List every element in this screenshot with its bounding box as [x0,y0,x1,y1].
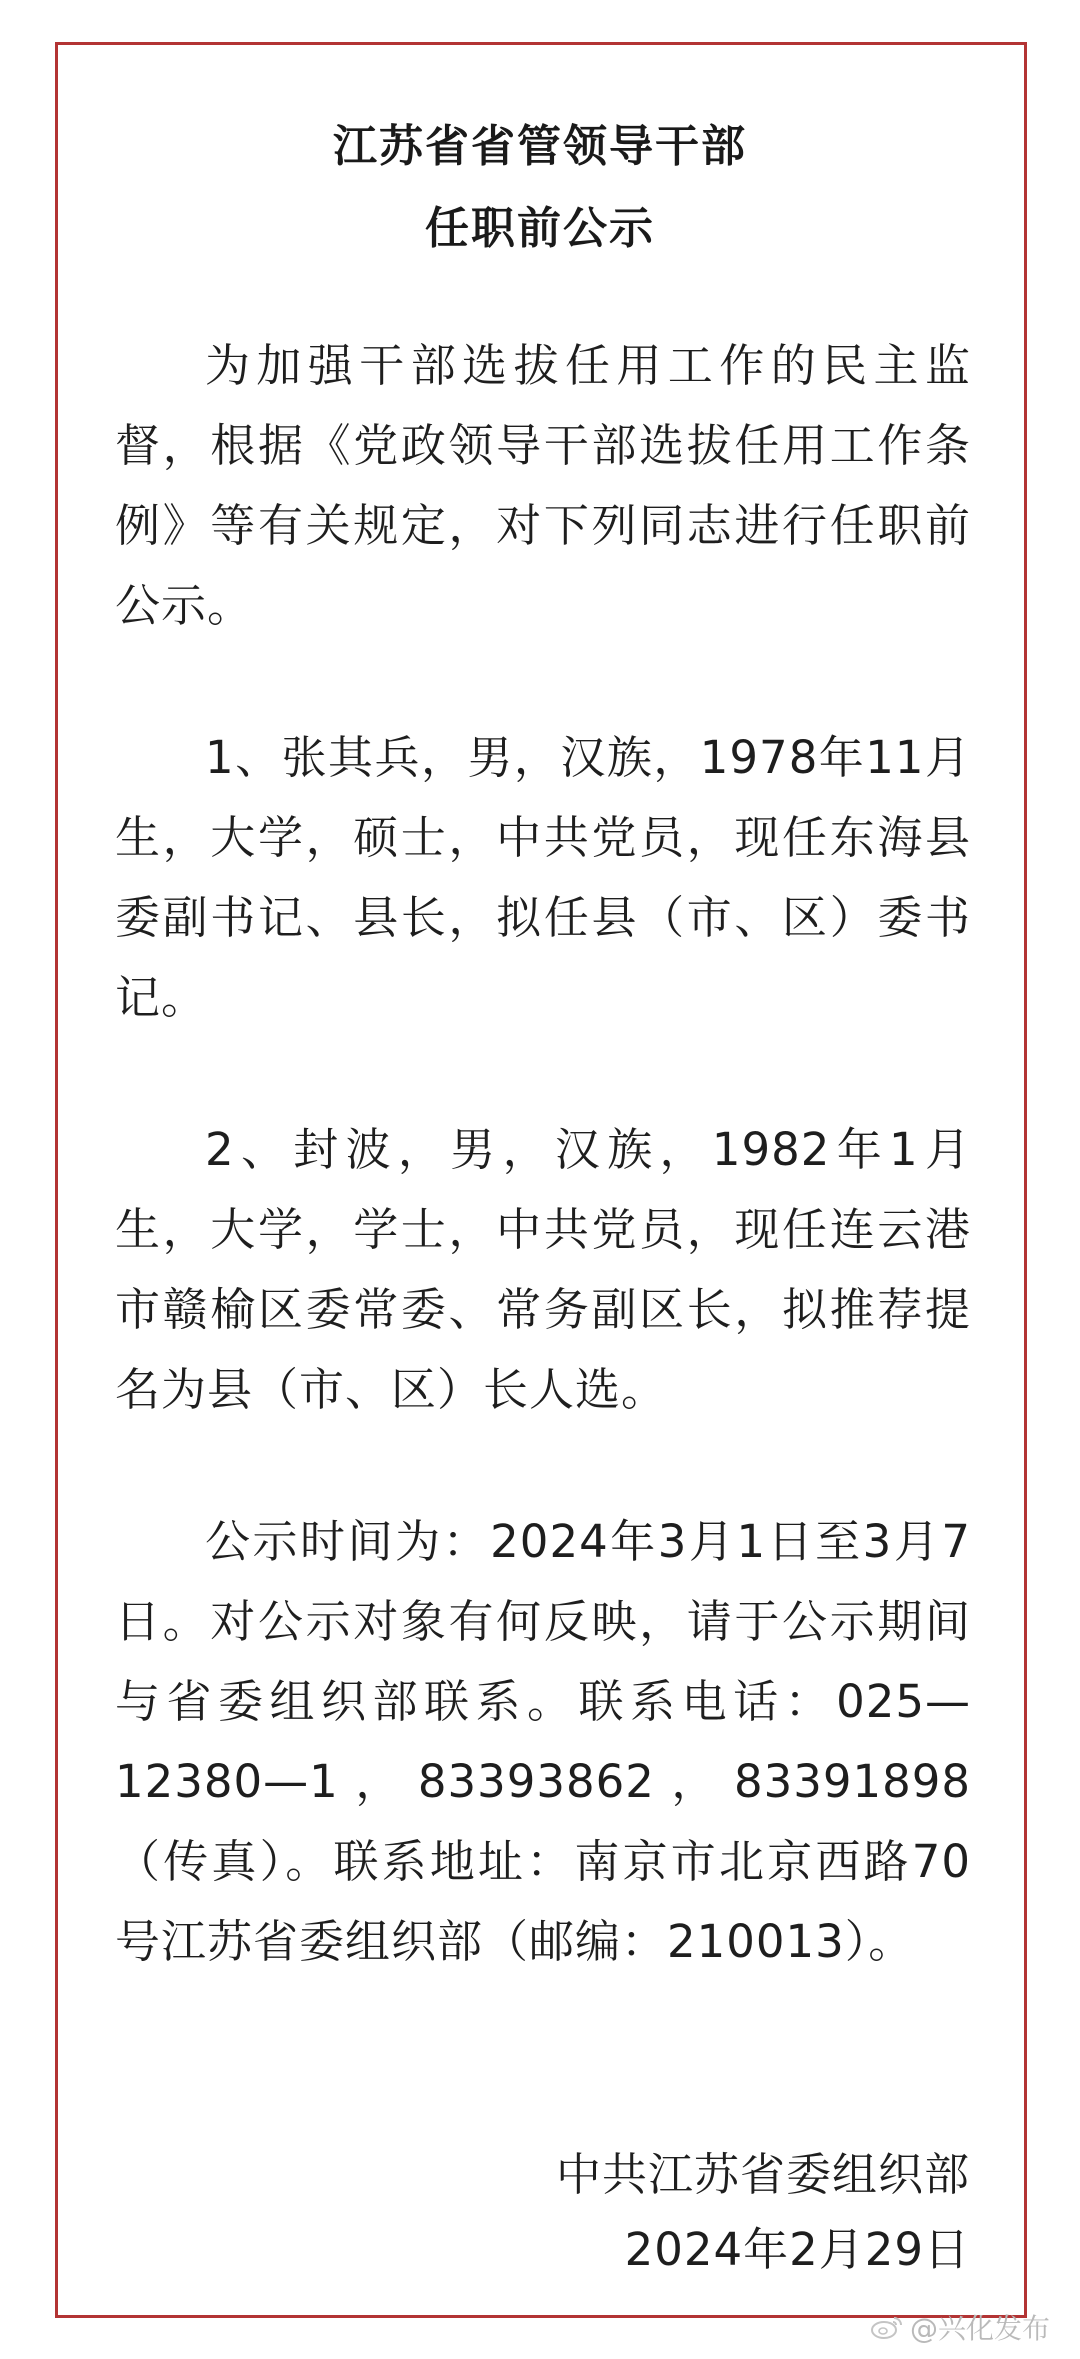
candidate-1-paragraph: 1、张其兵，男，汉族，1978年11月生，大学，硕士，中共党员，现任东海县委副书记、县长，拟任县（市、区）委书记。 [115,731,971,1024]
document-title-line-1: 江苏省省管领导干部 [333,121,747,172]
document-title-line-2: 任职前公示 [425,203,655,254]
watermark-text: @兴化发布 [909,2312,1050,2345]
notice-contact-paragraph: 公示时间为：2024年3月1日至3月7日。对公示对象有何反映，请于公示期间与省委组织部联系。联系电话：025—12380—1，83393862，83391898（传真）。联系地址：南京市北京西路70号江苏省委组织部（邮编：210013）。 [115,1515,971,1968]
intro-paragraph: 为加强干部选拔任用工作的民主监督，根据《党政领导干部选拔任用工作条例》等有关规定，对下列同志进行任职前公示。 [115,339,971,632]
signature-date: 2024年2月29日 [624,2223,970,2276]
watermark [870,2307,1050,2347]
weibo-icon [870,2314,904,2340]
candidate-2-paragraph: 2、封波，男，汉族，1982年1月生，大学，学士，中共党员，现任连云港市赣榆区委常委、常务副区长，拟推荐提名为县（市、区）长人选。 [115,1123,971,1416]
signature-organization: 中共江苏省委组织部 [555,2148,970,2201]
